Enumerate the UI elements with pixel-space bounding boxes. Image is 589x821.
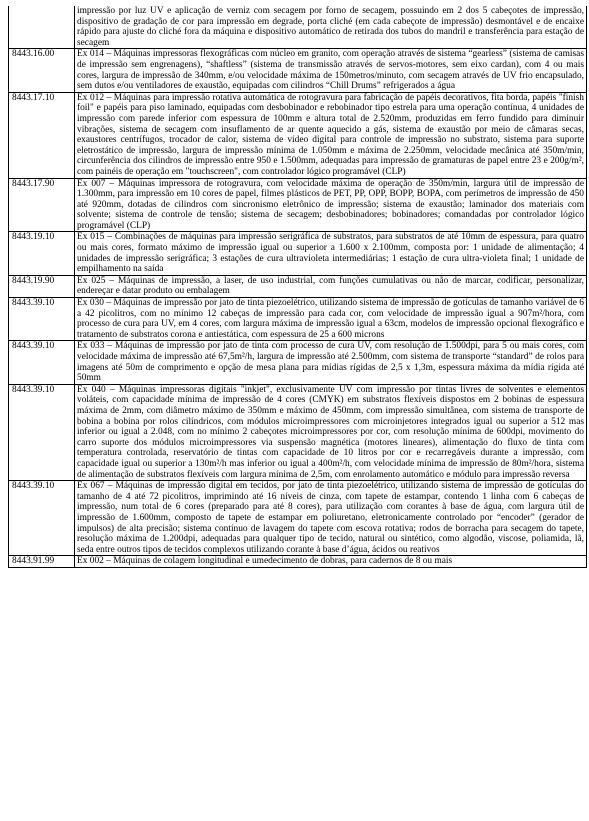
ncm-code: 8443.17.10 <box>9 92 75 178</box>
ncm-code: 8443.39.10 <box>9 481 75 556</box>
table-row <box>9 275 587 297</box>
tariff-table-page <box>8 6 586 568</box>
ncm-code <box>9 6 75 49</box>
tariff-table <box>8 6 587 568</box>
ncm-code: 8443.17.90 <box>9 178 75 232</box>
ncm-code: 8443.91.99 <box>9 556 75 568</box>
ncm-code: 8443.16.00 <box>9 49 75 92</box>
ex-description: impressão por luz UV e aplicação de verniz com secagem por forno de secagem, possuindo em 2 dos 5 cabeçotes de impressão, dispositivo de gradação de cor para impressão em degrade, porta cliché (em cada cabeçote de impressão) desmontável e de encaixe rápido para ajuste do cliché fora da máquina e dispositivo automático de retirada dos tubos do mandril e transferência para estação de secagem <box>75 6 587 49</box>
ncm-code: 8443.39.10 <box>9 341 75 384</box>
ex-description: Ex 002 – Máquinas de colagem longitudinal e umedecimento de dobras, para cadernos de 8 ou mais <box>75 556 587 568</box>
table-row <box>9 384 587 480</box>
table-row <box>9 341 587 384</box>
ex-description: Ex 007 – Máquinas impressora de rotogravura, com velocidade máxima de operação de 350m/min, largura útil de impressão de 1.300mm, para impressão em 10 cores de papel, filmes plásticos de PET, PP, OPP, BOPP, BOPA, com perímetros de impressão de 450 até 920mm, dotadas de cilindros com sincronismo eletrônico de impressão; sistema de exaustão; laminador dos materiais com solvente; sistema de controle de tensão; sistema de secagem; desbobinadores; bobinadores; comandadas por controlador lógico programável (CLP) <box>75 178 587 232</box>
table-row <box>9 232 587 275</box>
ex-description: Ex 040 – Máquinas impressoras digitais "inkjet", exclusivamente UV com impressão por tintas livres de solventes e elementos voláteis, com capacidade mínima de impressão de 4 cores (CMYK) em substratos flexíveis dispostos em 2 bobinas de espessura máxima de 2mm, com diâmetro máximo de 350mm e máximo de 450mm, com impressão simultânea, com sistema de transporte de bobina a bobina por rolos cilíndricos, com módulos microimpressores com microinjetores integrados igual ou superior a 512 mas inferior ou igual a 2.048, com no mínimo 2 cabeçotes microimpressores por cor, com resolução mínima de 600dpi, movimento do carro suporte dos módulos microimpressores via suspensão magnética (motores lineares), alimentação do fluxo de tinta com temperatura controlada, reservatório de tintas com capacidade de 10 litros por cor e recarregáveis durante a impressão, com capacidade igual ou superior a 130m²/h mas inferior ou igual a 400m²/h, com velocidade mínima de impressão de 80m²/hora, sistema de alimentação de substratos flexíveis com largura mínima de 2,5m, com enrolamento automático e módulo para impressão reversa <box>75 384 587 480</box>
table-row <box>9 178 587 232</box>
table-row <box>9 481 587 556</box>
table-row <box>9 92 587 178</box>
ncm-code: 8443.39.10 <box>9 298 75 341</box>
ncm-code: 8443.19.10 <box>9 232 75 275</box>
ex-description: Ex 025 – Máquinas de impressão, a laser, de uso industrial, com funções cumulativas ou não de marcar, codificar, personalizar, endereçar e datar produto ou embalagem <box>75 275 587 297</box>
table-row <box>9 6 587 49</box>
table-row <box>9 298 587 341</box>
ex-description: Ex 015 – Combinações de máquinas para impressão serigráfica de substratos, para substratos de até 10mm de espessura, para quatro ou mais cores, formato máximo de impressão igual ou superior a 1.600 x 2.100mm, composta por: 1 unidade de alimentação; 4 unidades de impressão serigráfica; 3 estações de cura ultravioleta intermediárias; 1 estação de cura ultra-violeta final; 1 unidade de empilhamento na saída <box>75 232 587 275</box>
ex-description: Ex 033 – Máquinas de impressão por jato de tinta com processo de cura UV, com resolução de 1.500dpi, para 5 ou mais cores, com velocidade máxima de impressão até 67,5m²/h, largura de impressão até 2.500mm, com sistema de transporte “standard” de rolos para imagens até 50m de comprimento e opção de mesa plana para mídias rígidas de 2,5 x 1,3m, espessura máxima da mídia rígida até 50mm <box>75 341 587 384</box>
table-row <box>9 49 587 92</box>
table-row <box>9 556 587 568</box>
ncm-code: 8443.19.90 <box>9 275 75 297</box>
ex-description: Ex 014 – Máquinas impressoras flexográficas com núcleo em granito, com operação através de sistema “gearless” (sistema de camisas de impressão sem engrenagens), “shaftless” (sistema de transmissão através de servos-motores, sem eixo cardan), com 4 ou mais cores, largura de impressão de 340mm, e/ou velocidade máxima de 150metros/minuto, com secagem através de UV frio encapsulado, sem dutos e/ou ventiladores de exaustão, equipadas com cilindros “Chill Drums” refrigerados a água <box>75 49 587 92</box>
ex-description: Ex 030 – Máquinas de impressão por jato de tinta piezoelétrico, utilizando sistema de impressão de gotículas de tamanho variável de 6 a 42 picolitros, com no mínimo 12 cabeças de impressão para cada cor, com velocidade de impressão igual a 907m²/hora, com processo de cura para UV, em 4 cores, com largura máxima de impressão igual a 63cm, modelos de impressão opcional flexográfico e tratamento de substratos corona e antiestática, com espessura de 25 a 600 microns <box>75 298 587 341</box>
ncm-code: 8443.39.10 <box>9 384 75 480</box>
ex-description: Ex 067 – Máquinas de impressão digital em tecidos, por jato de tinta piezoelétrico, utilizando sistema de impressão de gotículas do tamanho de 4 até 72 picolitros, imprimindo até 16 níveis de cinza, com tapete de estampar, contendo 1 linha com 6 cabeças de impressão, num total de 6 cores (preparado para até 8 cores), para utilização com corantes à base de água, com largura útil de impressão de 1.600mm, composto de tapete de estampar em poliuretano, eletronicamente controlado por “encoder” (gerador de impulsos) de alta precisão; sistema contínuo de lavagem do tapete com escova rotativa; rodos de borracha para secagem do tapete, resolução máxima de 1.200dpi, adequadas para qualquer tipo de tecido, natural ou sintético, como algodão, viscose, poliamida, lã, seda entre outros tipos de tecidos complexos utilizando corante à base d’água, ácidos ou reativos <box>75 481 587 556</box>
ex-description: Ex 012 – Máquinas para impressão rotativa automática de rotogravura para fabricação de papéis decorativos, fita borda, papéis "finish foil" e papéis para piso laminado, equipadas com desbobinador e rebobinador tipo estrela para uma operação contínua, 4 unidades de impressão com parede inferior com espessura de 100mm e altura total de 2.520mm, produzidas em ferro fundido para diminuir vibrações, sistema de secagem com insuflamento de ar quente aquecido a gás, sistema de exaustão por meio de câmaras secas, exaustores centrífugos, trocador de calor, sistema de vídeo digital para controle de impressão no substrato, sistema para suporte eletrostático de impressão, largura de impressão mínima de 1.050mm e máxima de 2.250mm, velocidade mecânica até 350m/min, circunferência dos cilindros de impressão entre 950 e 1.500mm, adequadas para impressão de gramaturas de papel entre 23 e 200g/m², com painéis de operação em "touchscreen", com controlador lógico programável (CLP) <box>75 92 587 178</box>
